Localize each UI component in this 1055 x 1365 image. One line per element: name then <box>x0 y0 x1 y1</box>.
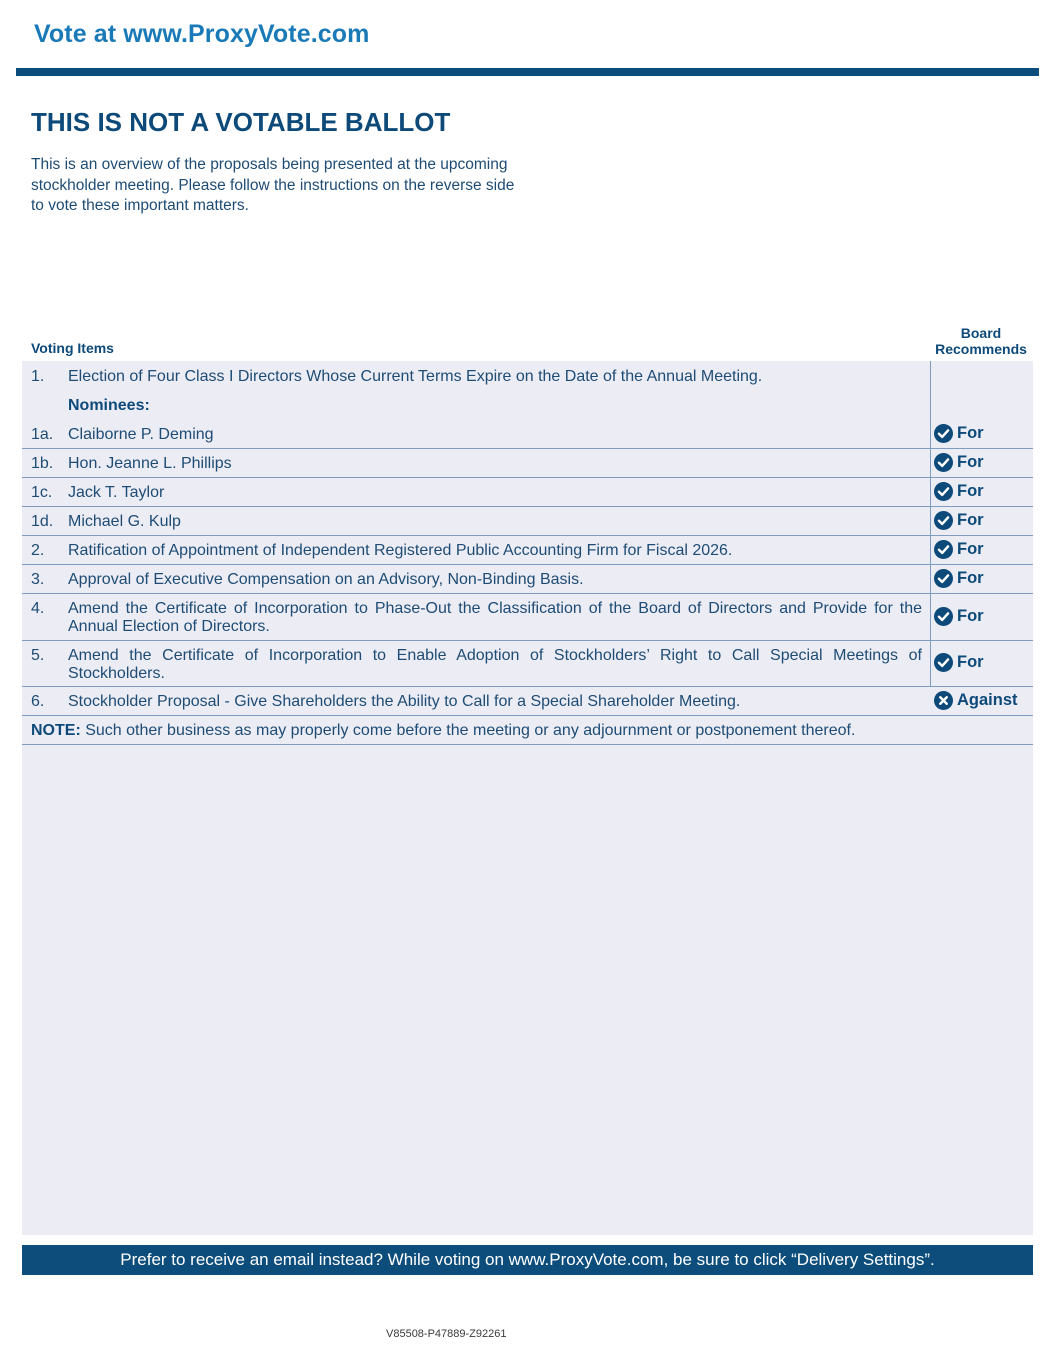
item-text: Amend the Certificate of Incorporation to Phase-Out the Classification of the Board of Directors and Provide for the Annual Election of Directors. <box>68 600 922 635</box>
board-recommendation <box>934 511 984 530</box>
board-recommendation <box>934 607 984 626</box>
table-row-item-3 <box>22 565 1033 594</box>
item-text: Ratification of Appointment of Independent Registered Public Accounting Firm for Fiscal 2026. <box>68 542 733 559</box>
column-header-board-recommends <box>928 325 1034 357</box>
header-divider <box>16 68 1039 76</box>
recommendation-label: For <box>957 607 984 625</box>
item-number: 1c. <box>31 484 53 501</box>
x-circle-icon <box>934 691 953 710</box>
recommendation-label: For <box>957 511 984 529</box>
recommendation-label: Against <box>957 691 1018 709</box>
item-number: 5. <box>31 647 45 664</box>
item-text: Approval of Executive Compensation on an Advisory, Non-Binding Basis. <box>68 571 584 588</box>
board-recommendation <box>934 540 984 559</box>
note-body: Such other business as may properly come before the meeting or any adjournment or postponement thereof. <box>80 722 856 739</box>
item-text: Hon. Jeanne L. Phillips <box>68 455 232 472</box>
item-number: 1d. <box>31 513 54 530</box>
item-text: Amend the Certificate of Incorporation to Enable Adoption of Stockholders’ Right to Call Special Meetings of Stockholders. <box>68 647 922 682</box>
table-row-nominees <box>22 391 1033 420</box>
item-number: 1b. <box>31 455 54 472</box>
intro-paragraph: This is an overview of the proposals being presented at the upcoming stockholder meeting. Please follow the instructions on the reverse side to vote these important matters. <box>31 156 515 214</box>
document-code: V85508-P47889-Z92261 <box>386 1328 507 1340</box>
board-recommendation <box>934 691 1018 710</box>
item-number: 1. <box>31 368 45 385</box>
recommendation-label: For <box>957 540 984 558</box>
item-text: Election of Four Class I Directors Whose Current Terms Expire on the Date of the Annual Meeting. <box>68 368 763 385</box>
table-row-item-1b <box>22 449 1033 478</box>
check-circle-icon <box>934 511 953 530</box>
check-circle-icon <box>934 607 953 626</box>
note-label: NOTE: <box>31 722 81 739</box>
board-recommendation <box>934 453 984 472</box>
recommendation-label: For <box>957 569 984 587</box>
item-text: Jack T. Taylor <box>68 484 165 501</box>
recommendation-label: For <box>957 453 984 471</box>
item-text: Michael G. Kulp <box>68 513 181 530</box>
table-row-item-4 <box>22 594 1033 641</box>
table-row-item-1 <box>22 362 1033 391</box>
check-circle-icon <box>934 482 953 501</box>
check-circle-icon <box>934 540 953 559</box>
board-recommendation <box>934 569 984 588</box>
email-delivery-banner: Prefer to receive an email instead? While voting on www.ProxyVote.com, be sure to click “Delivery Settings”. <box>22 1245 1033 1275</box>
table-row-item-6 <box>22 687 1033 716</box>
check-circle-icon <box>934 453 953 472</box>
item-text: Stockholder Proposal - Give Shareholders the Ability to Call for a Special Shareholder Meeting. <box>68 693 741 710</box>
check-circle-icon <box>934 653 953 672</box>
item-number: 6. <box>31 693 45 710</box>
table-row-item-1a <box>22 420 1033 449</box>
ballot-title: THIS IS NOT A VOTABLE BALLOT <box>31 107 451 137</box>
table-row-note <box>22 716 1033 745</box>
column-header-voting-items: Voting Items <box>31 340 114 356</box>
table-row-item-2 <box>22 536 1033 565</box>
nominees-label: Nominees: <box>68 397 150 414</box>
table-row-item-1c <box>22 478 1033 507</box>
item-number: 3. <box>31 571 45 588</box>
item-text: Claiborne P. Deming <box>68 426 214 443</box>
note-text <box>31 722 855 740</box>
recommendation-label: For <box>957 482 984 500</box>
table-row-item-5 <box>22 641 1033 687</box>
item-number: 4. <box>31 600 45 617</box>
column-header-board-line2: Recommends <box>935 341 1027 357</box>
item-number: 1a. <box>31 426 54 443</box>
check-circle-icon <box>934 569 953 588</box>
table-row-item-1d <box>22 507 1033 536</box>
board-recommendation <box>934 482 984 501</box>
board-recommendation <box>934 424 984 443</box>
column-header-board-line1: Board <box>960 325 1002 341</box>
item-number: 2. <box>31 542 45 559</box>
header-title[interactable]: Vote at www.ProxyVote.com <box>34 20 370 48</box>
recommendation-label: For <box>957 424 984 442</box>
check-circle-icon <box>934 424 953 443</box>
recommendation-label: For <box>957 653 984 671</box>
board-recommendation <box>934 653 984 672</box>
